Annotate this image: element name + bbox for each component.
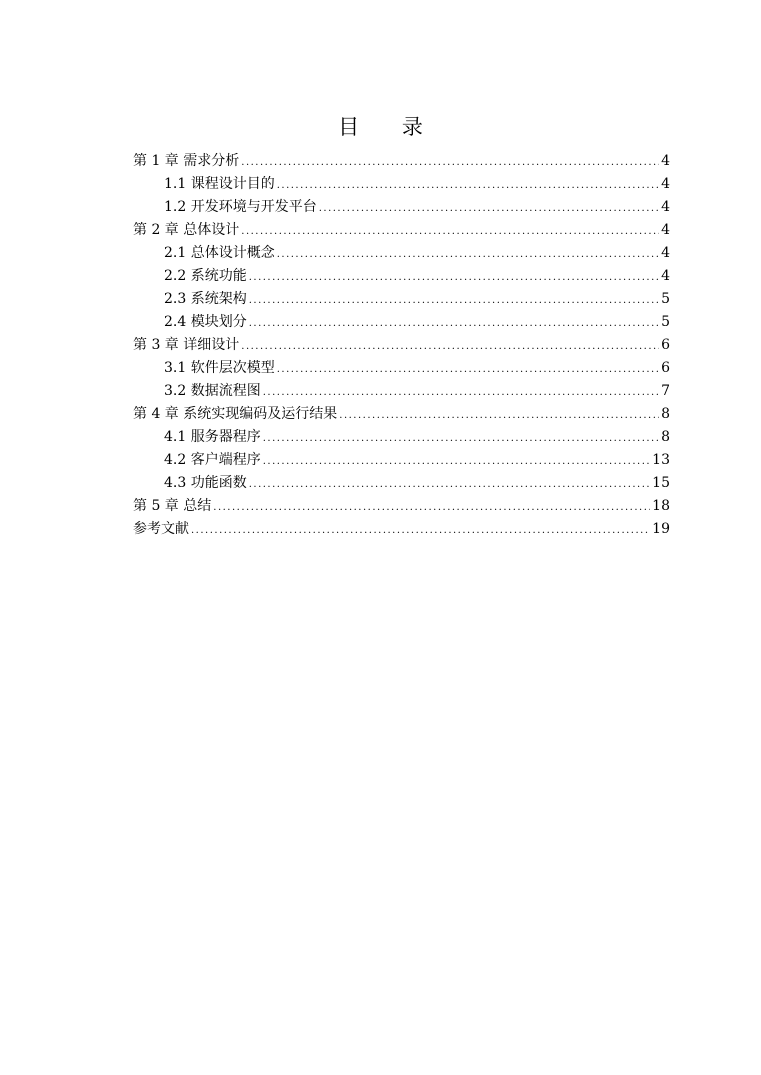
toc-entry-text: 3.1 软件层次模型 bbox=[164, 360, 275, 376]
toc-entry-section-2-4[interactable] bbox=[133, 311, 670, 334]
toc-entry-text: 2.1 总体设计概念 bbox=[164, 245, 275, 261]
toc-entry-page: 15 bbox=[652, 475, 670, 491]
toc-leader-dots bbox=[277, 358, 659, 381]
toc-entry-section-2-1[interactable] bbox=[133, 242, 670, 265]
toc-entry-chapter-3[interactable] bbox=[133, 334, 670, 357]
toc-entry-page: 13 bbox=[652, 452, 670, 468]
toc-entry-text: 第 4 章 系统实现编码及运行结果 bbox=[133, 406, 338, 422]
toc-entry-page: 4 bbox=[661, 245, 670, 261]
toc-leader-dots bbox=[249, 312, 659, 335]
toc-leader-dots bbox=[213, 496, 650, 519]
toc-leader-dots bbox=[241, 335, 659, 358]
toc-entry-page: 8 bbox=[661, 429, 670, 445]
toc-leader-dots bbox=[191, 519, 650, 542]
toc-leader-dots bbox=[241, 220, 659, 243]
toc-entry-text: 3.2 数据流程图 bbox=[164, 383, 261, 399]
toc-entry-text: 第 2 章 总体设计 bbox=[133, 222, 240, 238]
toc-leader-dots bbox=[319, 197, 659, 220]
toc-entry-section-4-3[interactable] bbox=[133, 472, 670, 495]
toc-entry-page: 7 bbox=[661, 383, 670, 399]
toc-leader-dots bbox=[263, 450, 650, 473]
toc-entry-page: 5 bbox=[661, 291, 670, 307]
toc-entry-text: 2.4 模块划分 bbox=[164, 314, 247, 330]
toc-list bbox=[133, 150, 670, 541]
toc-entry-text: 2.3 系统架构 bbox=[164, 291, 247, 307]
toc-entry-chapter-4[interactable] bbox=[133, 403, 670, 426]
toc-entry-page: 4 bbox=[661, 153, 670, 169]
toc-entry-text: 参考文献 bbox=[133, 521, 189, 537]
toc-entry-text: 4.2 客户端程序 bbox=[164, 452, 261, 468]
toc-entry-page: 6 bbox=[661, 360, 670, 376]
toc-entry-text: 2.2 系统功能 bbox=[164, 268, 247, 284]
toc-entry-section-1-1[interactable] bbox=[133, 173, 670, 196]
toc-leader-dots bbox=[339, 404, 659, 427]
toc-entry-page: 4 bbox=[661, 199, 670, 215]
toc-entry-text: 4.3 功能函数 bbox=[164, 475, 247, 491]
toc-leader-dots bbox=[263, 427, 659, 450]
toc-entry-text: 4.1 服务器程序 bbox=[164, 429, 261, 445]
toc-entry-section-4-1[interactable] bbox=[133, 426, 670, 449]
toc-leader-dots bbox=[277, 243, 659, 266]
toc-entry-section-1-2[interactable] bbox=[133, 196, 670, 219]
toc-leader-dots bbox=[277, 174, 659, 197]
toc-entry-page: 8 bbox=[661, 406, 670, 422]
toc-entry-page: 4 bbox=[661, 222, 670, 238]
toc-entry-text: 第 3 章 详细设计 bbox=[133, 337, 240, 353]
toc-entry-section-2-2[interactable] bbox=[133, 265, 670, 288]
toc-entry-chapter-2[interactable] bbox=[133, 219, 670, 242]
toc-entry-text: 1.1 课程设计目的 bbox=[164, 176, 275, 192]
toc-leader-dots bbox=[241, 151, 659, 174]
toc-entry-page: 4 bbox=[661, 176, 670, 192]
toc-entry-page: 4 bbox=[661, 268, 670, 284]
toc-entry-page: 6 bbox=[661, 337, 670, 353]
toc-entry-chapter-5[interactable] bbox=[133, 495, 670, 518]
toc-leader-dots bbox=[263, 381, 659, 404]
toc-leader-dots bbox=[249, 289, 659, 312]
toc-entry-section-2-3[interactable] bbox=[133, 288, 670, 311]
toc-entry-section-3-2[interactable] bbox=[133, 380, 670, 403]
toc-entry-text: 第 1 章 需求分析 bbox=[133, 153, 240, 169]
toc-entry-text: 1.2 开发环境与开发平台 bbox=[164, 199, 317, 215]
toc-entry-page: 5 bbox=[661, 314, 670, 330]
toc-entry-section-4-2[interactable] bbox=[133, 449, 670, 472]
toc-leader-dots bbox=[249, 266, 659, 289]
toc-leader-dots bbox=[249, 473, 650, 496]
toc-entry-chapter-1[interactable] bbox=[133, 150, 670, 173]
toc-title: 目 录 bbox=[338, 115, 441, 139]
toc-entry-text: 第 5 章 总结 bbox=[133, 498, 212, 514]
toc-entry-page: 18 bbox=[652, 498, 670, 514]
toc-entry-page: 19 bbox=[652, 521, 670, 537]
toc-entry-section-3-1[interactable] bbox=[133, 357, 670, 380]
toc-entry-references[interactable] bbox=[133, 518, 670, 541]
